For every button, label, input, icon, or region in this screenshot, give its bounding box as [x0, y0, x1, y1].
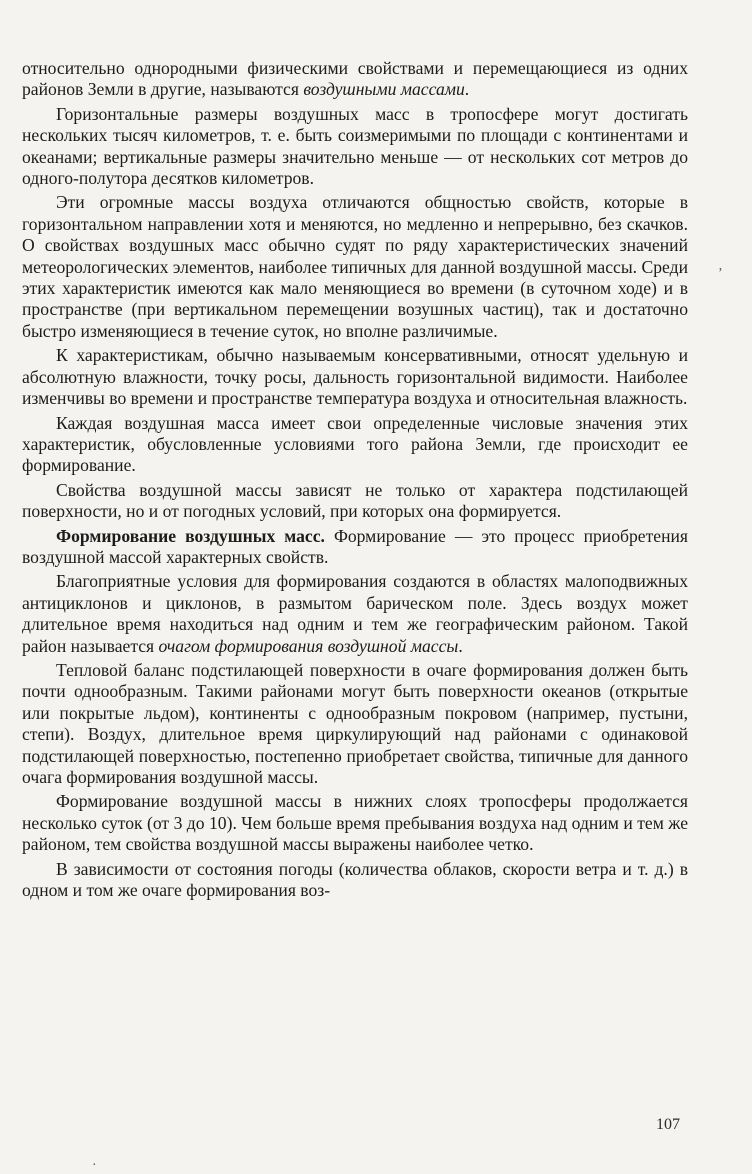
paragraph-6 — [22, 480, 688, 523]
paragraph-1 — [22, 58, 688, 101]
term-air-masses: воздушными массами — [303, 79, 465, 100]
paragraph-2 — [22, 104, 688, 190]
paragraph-6-text: Свойства воздушной массы зависят не только от характера подстилающей поверхности, но и от погодных условий, при которых она формируется. — [22, 479, 688, 522]
paragraph-5-text: Каждая воздушная масса имеет свои определенные числовые значения этих характеристик, обусловленные условиями того района Земли, где происходит ее формирование. — [22, 412, 688, 476]
paragraph-8 — [22, 571, 688, 657]
paragraph-3-text: Эти огромные массы воздуха отличаются общностью свойств, которые в горизонтальном направлении хотя и меняются, но медленно и непрерывно, без скачков. О свойствах воздушных масс обычно судят по ряду характеристических значений метеорологических элементов, наиболее типичных для данной воздушной массы. Среди этих характеристик имеются как мало меняющиеся во времени (в суточном ходе) и в пространстве (при вертикальном перемещении возушных частиц), так и достаточно быстро изменяющиеся в течение суток, но вполне различимые. — [22, 192, 688, 341]
paragraph-8-text-2: . — [458, 635, 463, 656]
paragraph-1-text-2: . — [464, 79, 470, 100]
footer-speck-mark: · — [92, 1158, 97, 1173]
paragraph-9-text: Тепловой баланс подстилающей поверхности в очаге формирования должен быть почти однообразным. Такими районами могут быть поверхности океанов (открытые или покрытые льдом), континенты с однообразным покровом (например, пустыни, степи). Воздух, длительное время циркулирующий над районами с одинаковой подстилающей поверхностью, постепенно приобретает свойства, типичные для данного очага формирования воздушной массы. — [22, 659, 688, 787]
page-body — [22, 58, 688, 901]
margin-speck-mark: ʼ — [718, 266, 723, 281]
paragraph-4-text: К характеристикам, обычно называемым консервативными, относят удельную и абсолютную влажности, точку росы, дальность горизонтальной видимости. Наиболее изменчивы во времени и пространстве температура воздуха и относительная влажность. — [22, 345, 688, 409]
paragraph-4 — [22, 345, 688, 409]
term-formation-source: очагом формирования воздушной массы — [158, 635, 459, 656]
paragraph-11 — [22, 859, 688, 902]
paragraph-1-text-1: относительно однородными физическими свойствами и перемещающиеся из одних районов Земли в другие, называются — [22, 58, 688, 100]
paragraph-2-text: Горизонтальные размеры воздушных масс в тропосфере могут достигать нескольких тысяч километров, т. е. быть соизмеримыми по площади с континентами и океанами; вертикальные размеры значительно меньше — от нескольких сот метров до одного-полутора десятков километров. — [22, 103, 688, 189]
paragraph-11-text: В зависимости от состояния погоды (количества облаков, скорости ветра и т. д.) в одном и том же очаге формирования воз- — [22, 858, 688, 901]
page-number: 107 — [656, 1116, 680, 1133]
paragraph-7-text: Формирование — это процесс приобретения воздушной массой характерных свойств. — [22, 525, 688, 567]
paragraph-10-text: Формирование воздушной массы в нижних слоях тропосферы продолжается несколько суток (от 3 до 10). Чем больше время пребывания воздуха над одним и тем же районом, тем свойства воздушной массы выражены наиболее четко. — [22, 791, 688, 855]
paragraph-9 — [22, 660, 688, 788]
paragraph-8-text-1: Благоприятные условия для формирования создаются в областях малоподвижных антициклонов и циклонов, в размытом барическом поле. Здесь воздух может длительное время находиться над одним и тем же географическим районом. Такой район называется — [22, 571, 688, 656]
paragraph-3 — [22, 192, 688, 342]
section-heading-formation: Формирование воздушных масс. — [56, 525, 325, 546]
paragraph-5 — [22, 413, 688, 477]
paragraph-7 — [22, 526, 688, 569]
paragraph-10 — [22, 791, 688, 855]
